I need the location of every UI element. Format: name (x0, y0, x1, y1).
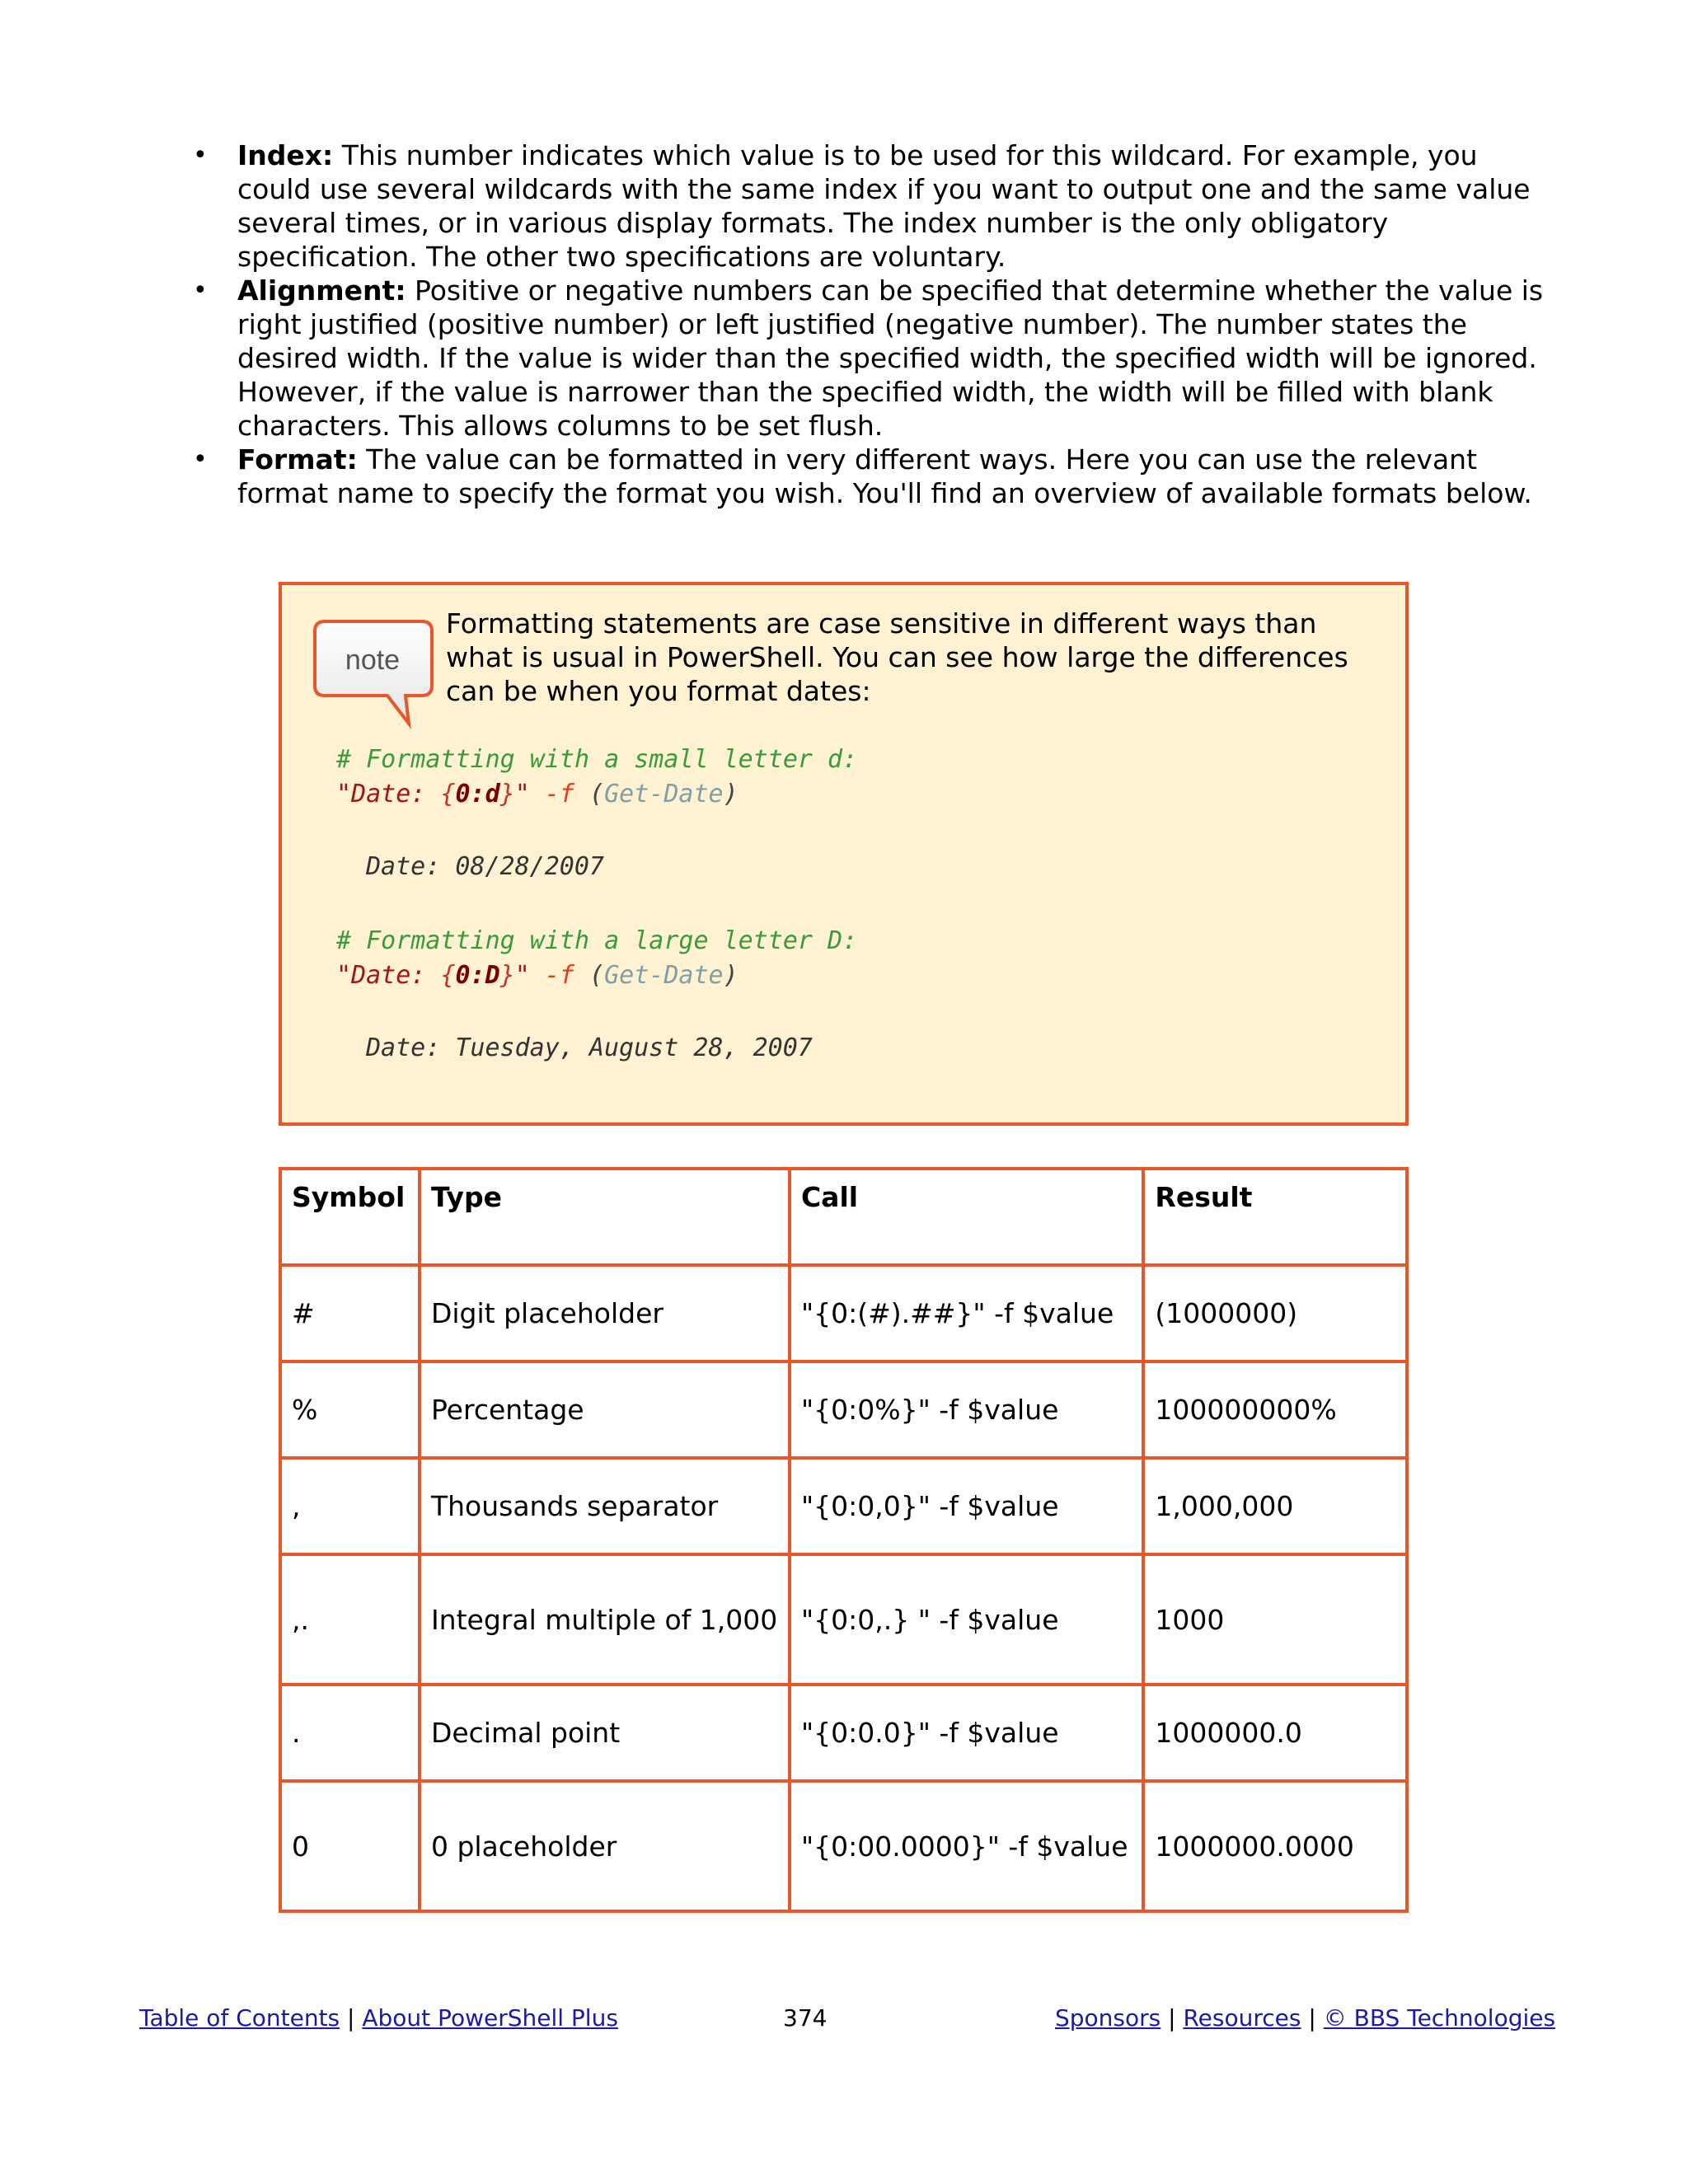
cell-symbol: ,. (280, 1554, 420, 1685)
bullet-alignment (190, 274, 1558, 443)
footer-right-links (1055, 2004, 1555, 2033)
table-row (280, 1361, 1407, 1458)
code-comment-2: # Formatting with a large letter D: (336, 926, 858, 955)
note-text: Formatting statements are case sensitive in different ways than what is usual in PowerShell. You can see how large the differences can be when you format dates: (446, 607, 1348, 707)
table-row (280, 1781, 1407, 1911)
table-header-row (280, 1169, 1407, 1265)
about-powershell-plus-link[interactable]: About PowerShell Plus (362, 2004, 618, 2032)
bullet-text: Positive or negative numbers can be specified that determine whether the value is right justified (positive number) or left justified (negative number). The number states the desired width. If the value is wider than the specified width, the specified width will be ignored. However, if the value is narrower than the specified width, the width will be filled with blank characters. This allows columns to be set flush. (237, 274, 1544, 442)
cell-result: 100000000% (1143, 1361, 1407, 1458)
code-format-specifier: 0:D (455, 961, 500, 990)
bullet-marker: • (193, 141, 208, 170)
footer-separator: | (1301, 2004, 1324, 2032)
table-row (280, 1265, 1407, 1361)
footer-separator: | (340, 2004, 363, 2032)
code-cmdlet: Get-Date (604, 961, 724, 990)
cell-call: "{0:0.0}" -f $value (790, 1685, 1143, 1781)
code-string-open: "Date: (336, 780, 441, 808)
sponsors-link[interactable]: Sponsors (1055, 2004, 1161, 2032)
bullet-term: Alignment: (237, 274, 406, 307)
table-of-contents-link[interactable]: Table of Contents (139, 2004, 340, 2032)
bullet-marker: • (193, 276, 208, 305)
code-output-2: Date: Tuesday, August 28, 2007 (366, 1033, 813, 1062)
table-row (280, 1685, 1407, 1781)
code-paren-open: ( (589, 780, 605, 808)
code-cmdlet: Get-Date (604, 780, 724, 808)
column-header-symbol: Symbol (280, 1169, 420, 1265)
cell-call: "{0:(#).##}" -f $value (790, 1265, 1143, 1361)
bullet-marker: • (193, 445, 208, 474)
code-output-1: Date: 08/28/2007 (366, 852, 604, 881)
code-brace-close: } (499, 780, 515, 808)
code-string-close: " (514, 961, 530, 990)
table-row (280, 1458, 1407, 1554)
code-brace-close: } (499, 961, 515, 990)
cell-result: 1000 (1143, 1554, 1407, 1685)
cell-call: "{0:0,0}" -f $value (790, 1458, 1143, 1554)
bullet-text: This number indicates which value is to be used for this wildcard. For example, you could use several wildcards with the same index if you want to output one and the same value several times, or in various display formats. The index number is the only obligatory specification. The other two specifications are voluntary. (237, 139, 1531, 273)
cell-call: "{0:00.0000}" -f $value (790, 1781, 1143, 1911)
code-brace-open: { (440, 961, 456, 990)
code-comment-1: # Formatting with a small letter d: (336, 745, 858, 774)
code-operator: -f (529, 780, 590, 808)
cell-symbol: 0 (280, 1781, 420, 1911)
column-header-type: Type (420, 1169, 790, 1265)
bullet-text: The value can be formatted in very different ways. Here you can use the relevant format name to specify the format you wish. You'll find an overview of available formats below. (237, 443, 1532, 509)
format-table (279, 1167, 1409, 1913)
note-icon-label: note (345, 644, 401, 676)
code-string-open: "Date: (336, 961, 441, 990)
bullet-list (190, 138, 1558, 510)
code-paren-close: ) (723, 780, 738, 808)
note-speech-bubble-icon (313, 618, 437, 733)
cell-result: 1000000.0000 (1143, 1781, 1407, 1911)
cell-type: 0 placeholder (420, 1781, 790, 1911)
cell-symbol: # (280, 1265, 420, 1361)
cell-result: (1000000) (1143, 1265, 1407, 1361)
note-box (279, 582, 1409, 1126)
cell-type: Percentage (420, 1361, 790, 1458)
cell-type: Integral multiple of 1,000 (420, 1554, 790, 1685)
cell-symbol: , (280, 1458, 420, 1554)
cell-symbol: % (280, 1361, 420, 1458)
code-paren-open: ( (589, 961, 605, 990)
table-row (280, 1554, 1407, 1685)
page-number: 374 (783, 2004, 828, 2032)
cell-symbol: . (280, 1685, 420, 1781)
cell-type: Thousands separator (420, 1458, 790, 1554)
code-paren-close: ) (723, 961, 738, 990)
footer-separator: | (1160, 2004, 1184, 2032)
resources-link[interactable]: Resources (1183, 2004, 1301, 2032)
cell-call: "{0:0%}" -f $value (790, 1361, 1143, 1458)
column-header-call: Call (790, 1169, 1143, 1265)
bullet-format (190, 443, 1558, 510)
cell-result: 1000000.0 (1143, 1685, 1407, 1781)
footer-left-links (139, 2004, 618, 2033)
bullet-term: Index: (237, 139, 334, 171)
code-operator: -f (529, 961, 590, 990)
code-format-specifier: 0:d (455, 780, 500, 808)
bullet-term: Format: (237, 443, 358, 476)
code-line-2 (336, 961, 738, 990)
cell-result: 1,000,000 (1143, 1458, 1407, 1554)
bullet-index (190, 138, 1558, 274)
code-brace-open: { (440, 780, 456, 808)
code-line-1 (336, 780, 738, 808)
cell-call: "{0:0,.} " -f $value (790, 1554, 1143, 1685)
cell-type: Digit placeholder (420, 1265, 790, 1361)
cell-type: Decimal point (420, 1685, 790, 1781)
bbs-technologies-link[interactable]: © BBS Technologies (1323, 2004, 1556, 2032)
column-header-result: Result (1143, 1169, 1407, 1265)
code-string-close: " (514, 780, 530, 808)
